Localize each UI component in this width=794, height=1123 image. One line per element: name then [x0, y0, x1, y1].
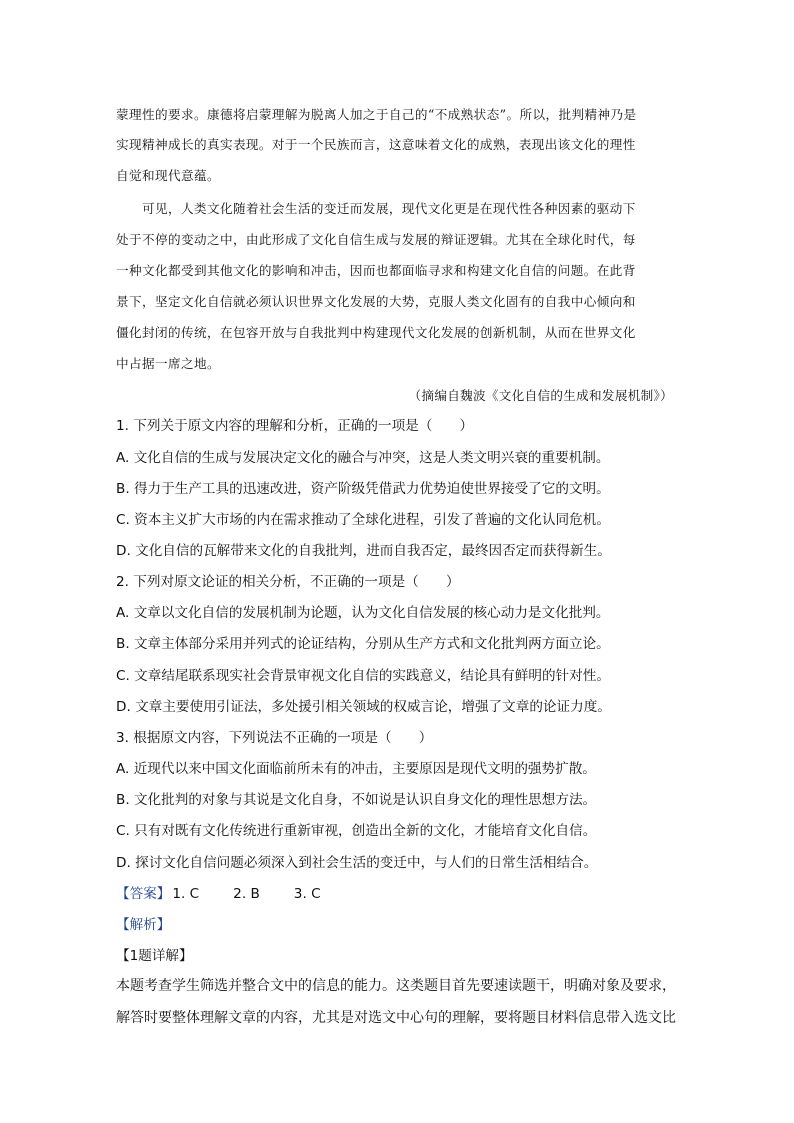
question-option: D. 文化自信的瓦解带来文化的自我批判，进而自我否定，最终因否定而获得新生。	[116, 543, 611, 559]
passage-line: 一种文化都受到其他文化的影响和冲击，因而也都面临寻求和构建文化自信的问题。在此背	[116, 263, 636, 278]
passage-line: 实现精神成长的真实表现。对于一个民族而言，这意味着文化的成熟，表现出该文化的理性	[116, 137, 636, 152]
passage-line: 景下，坚定文化自信就必须认识世界文化发展的大势，克服人类文化固有的自我中心倾向和	[116, 294, 636, 309]
passage-line: 僵化封闭的传统，在包容开放与自我批判中构建现代文化发展的创新机制，从而在世界文化	[116, 325, 636, 340]
passage-line: 蒙理性的要求。康德将启蒙理解为脱离人加之于自己的“不成熟状态”。所以，批判精神乃是	[116, 107, 637, 122]
answer-row	[116, 882, 686, 902]
question-stem: 3. 根据原文内容，下列说法不正确的一项是（ ）	[116, 730, 433, 746]
question-option: D. 探讨文化自信问题必须深入到社会生活的变迁中，与人们的日常生活相结合。	[116, 855, 598, 871]
question-option: C. 文章结尾联系现实社会背景审视文化自信的实践意义，结论具有鲜明的针对性。	[116, 668, 610, 684]
question-option: D. 文章主要使用引证法，多处援引相关领域的权威言论，增强了文章的论证力度。	[116, 699, 611, 715]
source-citation: （摘编自魏波《文化自信的生成和发展机制》）	[408, 388, 673, 403]
passage-line: 可见，人类文化随着社会生活的变迁而发展，现代文化更是在现代性各种因素的驱动下	[142, 201, 636, 216]
question-option: A. 文章以文化自信的发展机制为论题，认为文化自信发展的核心动力是文化批判。	[116, 605, 610, 621]
passage-line: 自觉和现代意蕴。	[116, 168, 220, 183]
passage-line: 处于不停的变动之中，由此形成了文化自信生成与发展的辩证逻辑。尤其在全球化时代，每	[116, 232, 636, 247]
question-option: A. 近现代以来中国文化面临前所未有的冲击，主要原因是现代文明的强势扩散。	[116, 761, 596, 777]
analysis-subheading: 【1题详解】	[116, 948, 193, 964]
answer-item: 3. C	[293, 886, 321, 902]
analysis-line: 解答时要整体理解文章的内容，尤其是对选文中心句的理解，要将题目材料信息带入选文比	[116, 1010, 676, 1026]
analysis-label: 【解析】	[116, 917, 171, 933]
question-option: B. 文章主体部分采用并列式的论证结构，分别从生产方式和文化批判两方面立论。	[116, 636, 610, 652]
question-option: B. 得力于生产工具的迅速改进，资产阶级凭借武力优势迫使世界接受了它的文明。	[116, 481, 610, 497]
passage-line: 中占据一席之地。	[116, 356, 220, 371]
question-option: C. 资本主义扩大市场的内在需求推动了全球化进程，引发了普遍的文化认同危机。	[116, 512, 610, 528]
answer-label: 【答案】	[116, 886, 171, 902]
answer-item: 2. B	[233, 886, 260, 902]
analysis-line: 本题考查学生筛选并整合文中的信息的能力。这类题目首先要速读题干，明确对象及要求，	[116, 978, 676, 994]
answer-item: 1. C	[172, 886, 200, 902]
question-stem: 2. 下列对原文论证的相关分析，不正确的一项是（ ）	[116, 574, 460, 590]
question-stem: 1. 下列关于原文内容的理解和分析，正确的一项是（ ）	[116, 418, 474, 434]
question-option: C. 只有对既有文化传统进行重新审视，创造出全新的文化，才能培育文化自信。	[116, 823, 597, 839]
question-option: B. 文化批判的对象与其说是文化自身，不如说是认识自身文化的理性思想方法。	[116, 792, 597, 808]
question-option: A. 文化自信的生成与发展决定文化的融合与冲突，这是人类文明兴衰的重要机制。	[116, 450, 610, 466]
